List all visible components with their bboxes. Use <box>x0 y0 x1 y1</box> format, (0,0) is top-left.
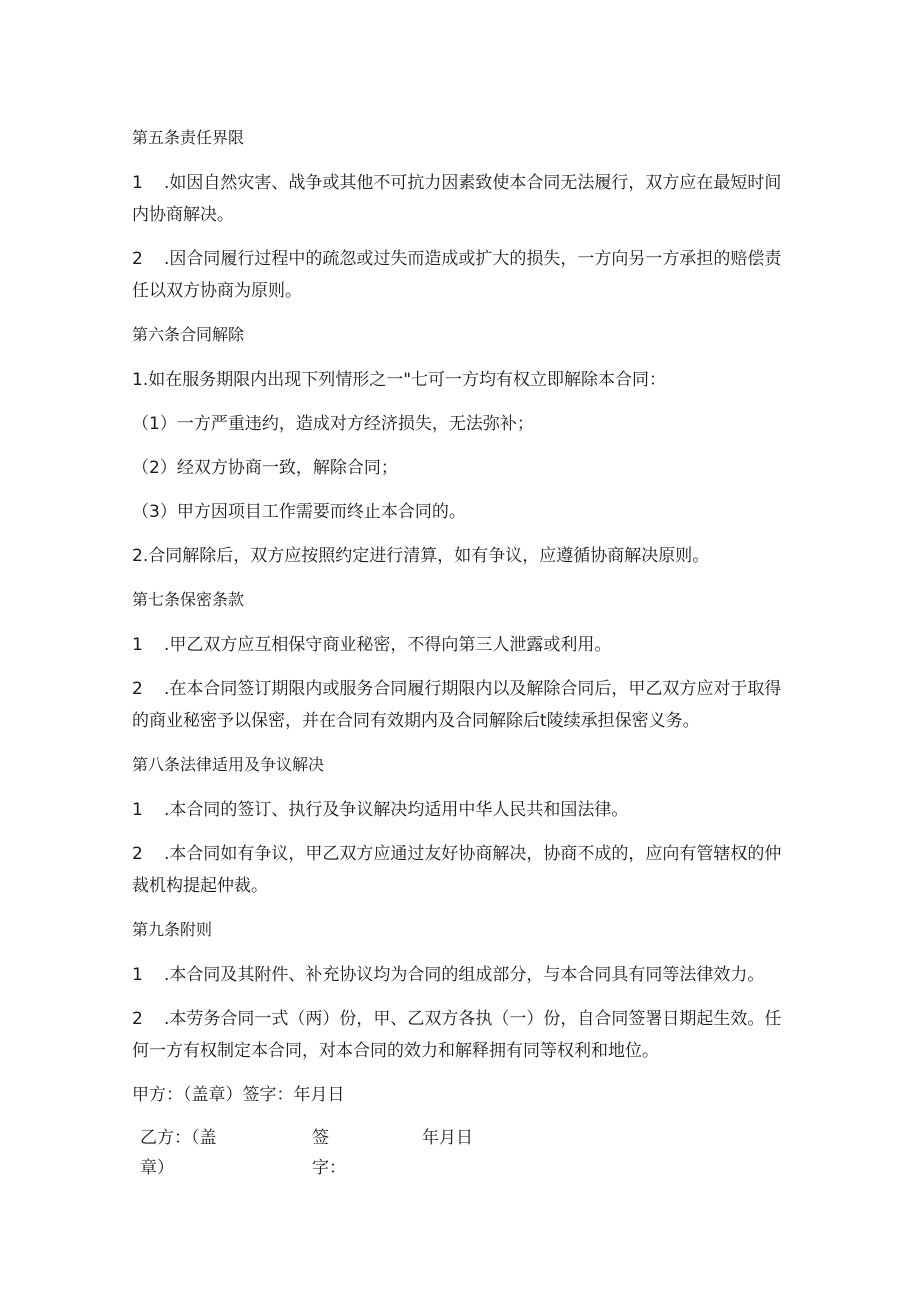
clause-number: 1 <box>132 965 143 985</box>
section-6 <box>132 319 792 572</box>
clause-item <box>132 1003 792 1067</box>
clause-number: 1 <box>132 173 143 193</box>
clause-text: 1.如在服务期限内出现下列情形之一"七可一方均有权立即解除本合同： <box>132 370 667 390</box>
clause-item <box>132 496 792 528</box>
party-b-label: 乙方：（盖章） <box>140 1128 217 1178</box>
clause-item <box>132 364 792 396</box>
clause-number: 2 <box>132 844 143 864</box>
clause-item <box>132 167 792 231</box>
clause-number: 1 <box>132 635 143 655</box>
section-5 <box>132 122 792 307</box>
section-heading: 第八条法律适用及争议解决 <box>132 755 325 774</box>
party-b-signature <box>132 1123 792 1193</box>
clause-item <box>132 629 792 661</box>
clause-text: .因合同履行过程中的疏忽或过失而造成或扩大的损失，一方向另一方承担的赔偿责任以双方协商为原则。 <box>132 249 782 301</box>
clause-text: .甲乙双方应互相保守商业秘密，不得向第三人泄露或利用。 <box>164 635 612 655</box>
party-a-signature: 甲方：（盖章）签字：年月日 <box>132 1085 345 1105</box>
clause-item <box>132 408 792 440</box>
clause-number: 2 <box>132 1009 143 1029</box>
party-b-date: 年月日 <box>422 1128 473 1148</box>
clause-item <box>132 959 792 991</box>
section-8 <box>132 749 792 902</box>
clause-item <box>132 452 792 484</box>
clause-text: （2）经双方协商一致，解除合同； <box>132 458 398 478</box>
section-heading: 第九条附则 <box>132 920 213 939</box>
clause-item <box>132 673 792 737</box>
clause-text: .如因自然灾害、战争或其他不可抗力因素致使本合同无法履行，双方应在最短时间内协商解决。 <box>132 173 782 225</box>
section-heading: 第五条责任界限 <box>132 128 245 147</box>
clause-text: .本合同及其附件、补充协议均为合同的组成部分，与本合同具有同等法律效力。 <box>164 965 765 985</box>
clause-text: .本合同的签订、执行及争议解决均适用中华人民共和国法律。 <box>164 800 629 820</box>
clause-number: 2 <box>132 249 143 269</box>
clause-item <box>132 838 792 902</box>
section-7 <box>132 584 792 737</box>
clause-item <box>132 794 792 826</box>
clause-number: 1 <box>132 800 143 820</box>
clause-item <box>132 540 792 572</box>
section-heading: 第六条合同解除 <box>132 325 245 344</box>
clause-text: 2.合同解除后，双方应按照约定进行清算，如有争议，应遵循协商解决原则。 <box>132 546 710 566</box>
section-9 <box>132 914 792 1067</box>
clause-number: 2 <box>132 679 143 699</box>
clause-text: （1）一方严重违约，造成对方经济损失，无法弥补； <box>132 414 534 434</box>
section-heading: 第七条保密条款 <box>132 590 245 609</box>
clause-text: .在本合同签订期限内或服务合同履行期限内以及解除合同后，甲乙双方应对于取得的商业秘密予以保密，并在合同有效期内及合同解除后t陵续承担保密义务。 <box>132 679 782 731</box>
clause-text: .本劳务合同一式（两）份，甲、乙双方各执（一）份，自合同签署日期起生效。任何一方有权制定本合同，对本合同的效力和解释拥有同等权利和地位。 <box>132 1009 782 1061</box>
contract-page <box>132 122 792 1193</box>
party-b-sign: 签字： <box>312 1128 346 1178</box>
clause-text: （3）甲方因项目工作需要而终止本合同的。 <box>132 502 466 522</box>
clause-text: .本合同如有争议，甲乙双方应通过友好协商解决，协商不成的，应向有管辖权的仲裁机构提起仲裁。 <box>132 844 782 896</box>
clause-item <box>132 243 792 307</box>
